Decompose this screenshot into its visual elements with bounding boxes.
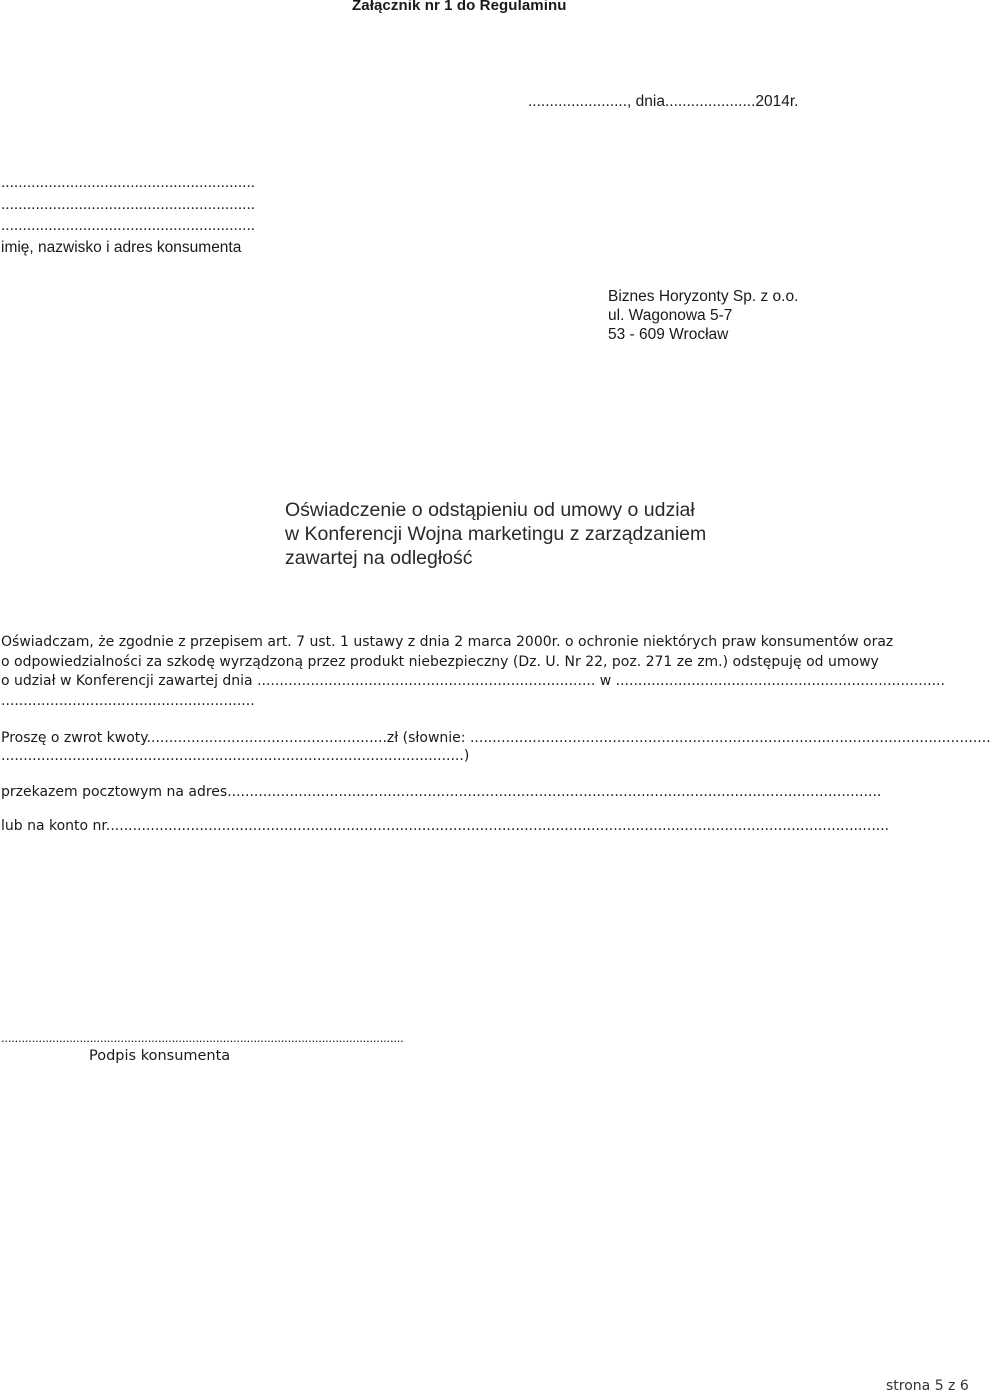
title-line: Oświadczenie o odstąpieniu od umowy o udział: [285, 499, 695, 521]
recipient-city: 53 - 609 Wrocław: [608, 326, 729, 343]
recipient-name: Biznes Horyzonty Sp. z o.o.: [608, 288, 799, 305]
sender-block: [1, 172, 255, 258]
signature-label: Podpis konsumenta: [89, 1048, 231, 1064]
date-line: ......................., dnia.....................2014r.: [528, 93, 799, 110]
statement-paragraph: [1, 633, 945, 711]
statement-line: o udział w Konferencji zawartej dnia ............................................................................ w ..........................................................................: [1, 673, 945, 689]
recipient-street: ul. Wagonowa 5-7: [608, 307, 733, 324]
postal-address-line: przekazem pocztowym na adres...................................................................................................................................................: [1, 784, 882, 800]
statement-line: Oświadczam, że zgodnie z przepisem art. 7 ust. 1 ustawy z dnia 2 marca 2000r. o ochronie niektórych praw konsumentów oraz: [1, 634, 894, 650]
title-line: w Konferencji Wojna marketingu z zarządzaniem: [285, 523, 707, 545]
sender-dots-line: ...........................................................: [1, 174, 256, 191]
title-line: zawartej na odległość: [285, 547, 473, 569]
refund-words-line: ........................................................................................................): [1, 748, 470, 764]
document-title: [285, 498, 706, 570]
sender-dots-line: ...........................................................: [1, 217, 256, 234]
refund-amount-line: Proszę o zwrot kwoty......................................................zł (słownie: .....................................................................................................................: [1, 730, 991, 746]
bank-account-line: lub na konto nr................................................................................................................................................................................: [1, 818, 890, 834]
appendix-heading: Załącznik nr 1 do Regulaminu: [352, 0, 567, 14]
recipient-address: [608, 287, 798, 344]
statement-line: .........................................................: [1, 692, 255, 709]
signature-dots: ......................................................................................................................: [1, 1030, 404, 1045]
sender-dots-line: ...........................................................: [1, 195, 256, 213]
statement-line: o odpowiedzialności za szkodę wyrządzoną przez produkt niebezpieczny (Dz. U. Nr 22, poz. 271 ze zm.) odstępuję od umowy: [1, 653, 879, 670]
sender-caption: imię, nazwisko i adres konsumenta: [1, 238, 242, 256]
page-number: strona 5 z 6: [886, 1378, 969, 1394]
